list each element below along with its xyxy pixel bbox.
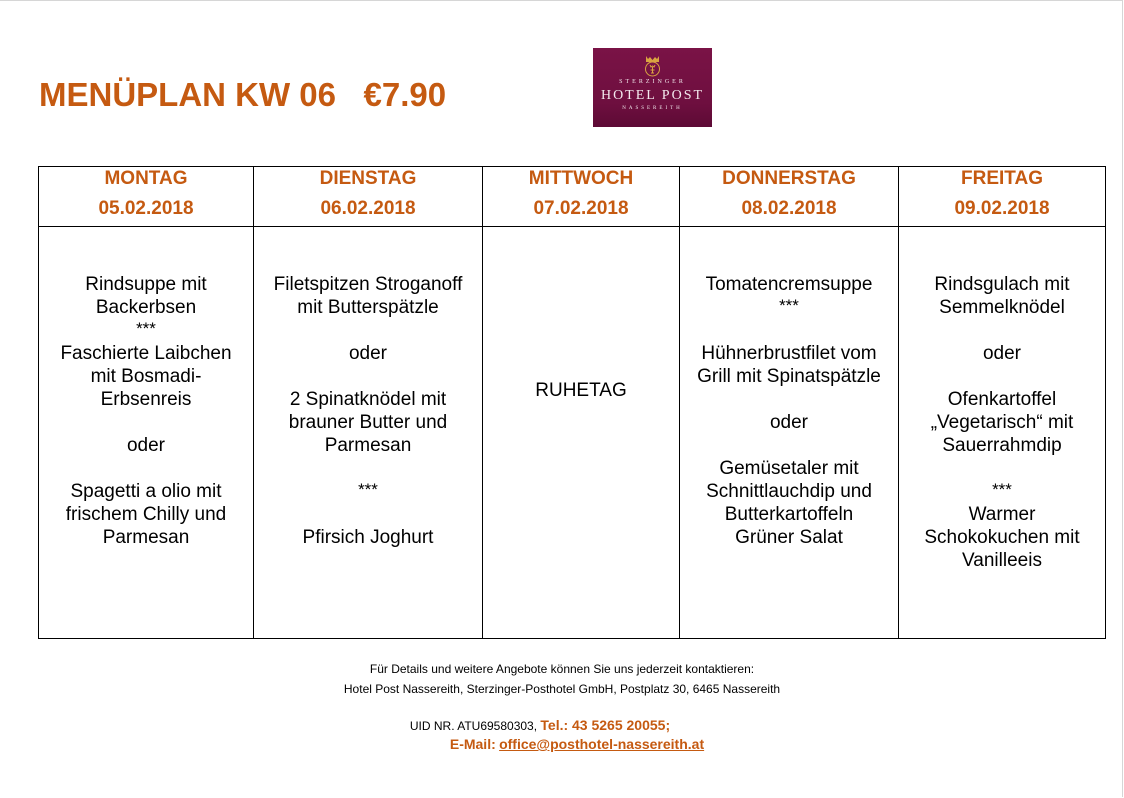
menu-line: Butterkartoffeln xyxy=(724,504,854,525)
footer-uid: UID NR. ATU69580303, xyxy=(409,719,538,733)
menu-spacer xyxy=(254,365,482,388)
menu-spacer xyxy=(39,457,253,480)
menu-cell-donnerstag xyxy=(680,227,899,639)
day-date: 05.02.2018 xyxy=(98,198,194,219)
menu-line: RUHETAG xyxy=(535,380,627,401)
page-title: MENÜPLAN KW 06 €7.90 xyxy=(39,76,447,113)
day-header xyxy=(254,167,483,227)
menu-line: Erbsenreis xyxy=(100,389,192,410)
menu-line: „Vegetarisch“ mit xyxy=(930,412,1074,433)
menu-line: Sauerrahmdip xyxy=(942,435,1062,456)
day-date: 06.02.2018 xyxy=(320,198,416,219)
menu-line: Semmelknödel xyxy=(939,297,1065,318)
footer-address-line: Hotel Post Nassereith, Sterzinger-Posthotel GmbH, Postplatz 30, 6465 Nassereith xyxy=(343,682,781,696)
day-name: MITTWOCH xyxy=(528,168,634,189)
day-header xyxy=(899,167,1106,227)
menu-line: Rindsuppe mit xyxy=(85,274,207,295)
menu-line: oder xyxy=(126,435,166,456)
day-name: FREITAG xyxy=(961,168,1043,189)
day-date: 08.02.2018 xyxy=(741,198,837,219)
menu-cell-freitag xyxy=(899,227,1106,639)
menu-table xyxy=(38,166,1106,639)
menu-line: Grüner Salat xyxy=(735,527,843,548)
menu-cell-dienstag xyxy=(254,227,483,639)
menu-line: Parmesan xyxy=(102,527,190,548)
menu-cell-mittwoch xyxy=(483,227,680,639)
menu-cell-montag xyxy=(39,227,254,639)
menu-line: Rindsgulach mit xyxy=(934,274,1070,295)
menu-line: Vanilleeis xyxy=(962,550,1042,571)
footer-email-label: E-Mail: xyxy=(449,736,496,752)
menu-line: Schokokuchen mit xyxy=(924,527,1080,548)
menu-spacer xyxy=(680,319,898,342)
menu-line: Pfirsich Joghurt xyxy=(302,527,434,548)
day-date: 07.02.2018 xyxy=(533,198,629,219)
menu-line: Spagetti a olio mit xyxy=(70,481,222,502)
course-separator: *** xyxy=(779,296,799,315)
menu-line: oder xyxy=(982,343,1022,364)
footer-email-link[interactable]: office@posthotel-nassereith.at xyxy=(499,736,705,752)
menu-line: Warmer xyxy=(968,504,1036,525)
menu-spacer xyxy=(680,388,898,411)
menu-line: oder xyxy=(769,412,809,433)
menu-spacer xyxy=(899,457,1105,480)
menu-spacer xyxy=(254,319,482,342)
day-header xyxy=(680,167,899,227)
hotel-logo xyxy=(593,48,712,127)
menu-line: Tomatencremsuppe xyxy=(705,274,873,295)
menu-header-row xyxy=(39,167,1106,227)
menu-line: 2 Spinatknödel mit xyxy=(289,389,447,410)
menu-line: Backerbsen xyxy=(95,297,197,318)
menu-spacer xyxy=(680,434,898,457)
day-name: MONTAG xyxy=(104,168,188,189)
day-header xyxy=(39,167,254,227)
day-name: DONNERSTAG xyxy=(722,168,856,189)
menu-spacer xyxy=(39,411,253,434)
menu-line: Filetspitzen Stroganoff xyxy=(273,274,463,295)
logo-big-text: HOTEL POST xyxy=(600,88,705,103)
menu-line: Gemüsetaler mit xyxy=(719,458,859,479)
menu-spacer xyxy=(899,365,1105,388)
footer-contact-line: Für Details und weitere Angebote können Sie uns jederzeit kontaktieren: xyxy=(369,662,755,676)
menu-line: mit Bosmadi- xyxy=(90,366,202,387)
footer-email-line xyxy=(0,736,1124,753)
course-separator: *** xyxy=(136,319,156,338)
menu-spacer xyxy=(254,457,482,480)
logo-small-text: STERZINGER xyxy=(619,79,686,85)
day-name: DIENSTAG xyxy=(319,168,417,189)
menu-line: Faschierte Laibchen xyxy=(60,343,232,364)
logo-sub-text: NASSEREITH xyxy=(622,106,683,111)
menu-body-row xyxy=(39,227,1106,639)
menu-spacer xyxy=(254,503,482,526)
menu-line: oder xyxy=(348,343,388,364)
menu-line: Schnittlauchdip und xyxy=(706,481,872,502)
menu-line: frischem Chilly und xyxy=(65,504,227,525)
course-separator: *** xyxy=(992,480,1012,499)
footer-tel: Tel.: 43 5265 20055; xyxy=(540,717,671,733)
menu-line: Hühnerbrustfilet vom xyxy=(701,343,877,364)
menu-spacer xyxy=(899,319,1105,342)
deer-crest-icon xyxy=(642,54,663,78)
menu-line: Grill mit Spinatspätzle xyxy=(697,366,881,387)
menu-line: brauner Butter und xyxy=(288,412,448,433)
footer-uid-tel xyxy=(0,717,1124,734)
menu-line: Ofenkartoffel xyxy=(947,389,1057,410)
course-separator: *** xyxy=(358,480,378,499)
day-date: 09.02.2018 xyxy=(954,198,1050,219)
menu-line: mit Butterspätzle xyxy=(297,297,439,318)
menu-line: Parmesan xyxy=(324,435,412,456)
day-header xyxy=(483,167,680,227)
